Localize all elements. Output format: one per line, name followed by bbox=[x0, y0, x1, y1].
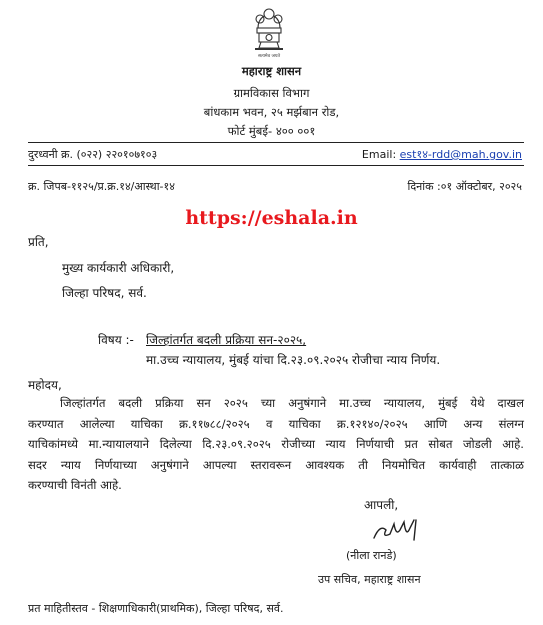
emblem-caption: सत्यमेव जयते bbox=[257, 54, 281, 59]
body-line: याचिकांमध्ये मा.न्यायालयाने दिलेल्या दि.२३.०९.२०२५ रोजीच्या न्याय निर्णयाची प्रत सोबत जोडली आहे. bbox=[28, 437, 524, 451]
email-label: Email: bbox=[361, 148, 397, 161]
email-block bbox=[362, 147, 522, 162]
signatory-name: (नीला रानडे) bbox=[346, 549, 397, 562]
body-line: सदर न्याय निर्णयाच्या अनुषंगाने आपल्या स्तरावरून आवश्यक ती नियमोचित कार्यवाही तात्काळ bbox=[28, 457, 524, 472]
reference-number: क्र. जिपब-११२५/प्र.क्र.१४/आस्था-१४ bbox=[28, 180, 175, 193]
signature-icon bbox=[370, 516, 430, 550]
contact-rule bbox=[28, 165, 524, 166]
salutation: महोदय, bbox=[28, 378, 62, 392]
recipient-line-1: मुख्य कार्यकारी अधिकारी, bbox=[62, 261, 175, 275]
department-name: ग्रामविकास विभाग bbox=[233, 86, 310, 100]
subject-label: विषय :- bbox=[98, 333, 134, 347]
copy-to: प्रत माहितीस्तव - शिक्षणाधिकारी(प्राथमिक), जिल्हा परिषद, सर्व. bbox=[28, 602, 284, 615]
state-emblem-icon bbox=[246, 6, 292, 60]
phone-number: दुरध्वनी क्र. (०२२) २२०१०७१०३ bbox=[28, 148, 158, 161]
subject-line-1: जिल्हांतर्गत बदली प्रक्रिया सन-२०२५, bbox=[146, 333, 307, 347]
signatory-designation: उप सचिव, महाराष्ट्र शासन bbox=[318, 573, 421, 586]
letter-date: दिनांक :०१ ऑक्टोबर, २०२५ bbox=[407, 180, 522, 193]
body-line: जिल्हांतर्गत बदली प्रक्रिया सन २०२५ च्या अनुषंगाने मा.उच्च न्यायालय, मुंबई येथे दाखल bbox=[60, 396, 524, 410]
body-paragraph bbox=[28, 393, 524, 496]
body-line: करण्यात आलेल्या याचिका क्र.११७८८/२०२५ व याचिका क्र.१२१४०/२०२५ आणि अन्य संलग्न bbox=[28, 416, 524, 431]
body-line: करण्याची विनंती आहे. bbox=[28, 478, 122, 492]
recipient-line-2: जिल्हा परिषद, सर्व. bbox=[62, 286, 147, 300]
recipient-to: प्रति, bbox=[28, 235, 49, 249]
government-name: महाराष्ट्र शासन bbox=[241, 64, 302, 78]
address-line-2: फोर्ट मुंबई- ४०० ००१ bbox=[227, 124, 316, 138]
address-line-1: बांधकाम भवन, २५ मर्झबान रोड, bbox=[203, 105, 340, 119]
subject-line-2: मा.उच्च न्यायालय, मुंबई यांचा दि.२३.०९.२०२५ रोजीचा न्याय निर्णय. bbox=[146, 353, 441, 367]
watermark-url[interactable]: https://eshala.in bbox=[185, 207, 358, 229]
header-rule bbox=[28, 142, 524, 143]
closing-yours: आपली, bbox=[364, 498, 399, 512]
email-link[interactable]: est१४-rdd@mah.gov.in bbox=[399, 148, 522, 161]
